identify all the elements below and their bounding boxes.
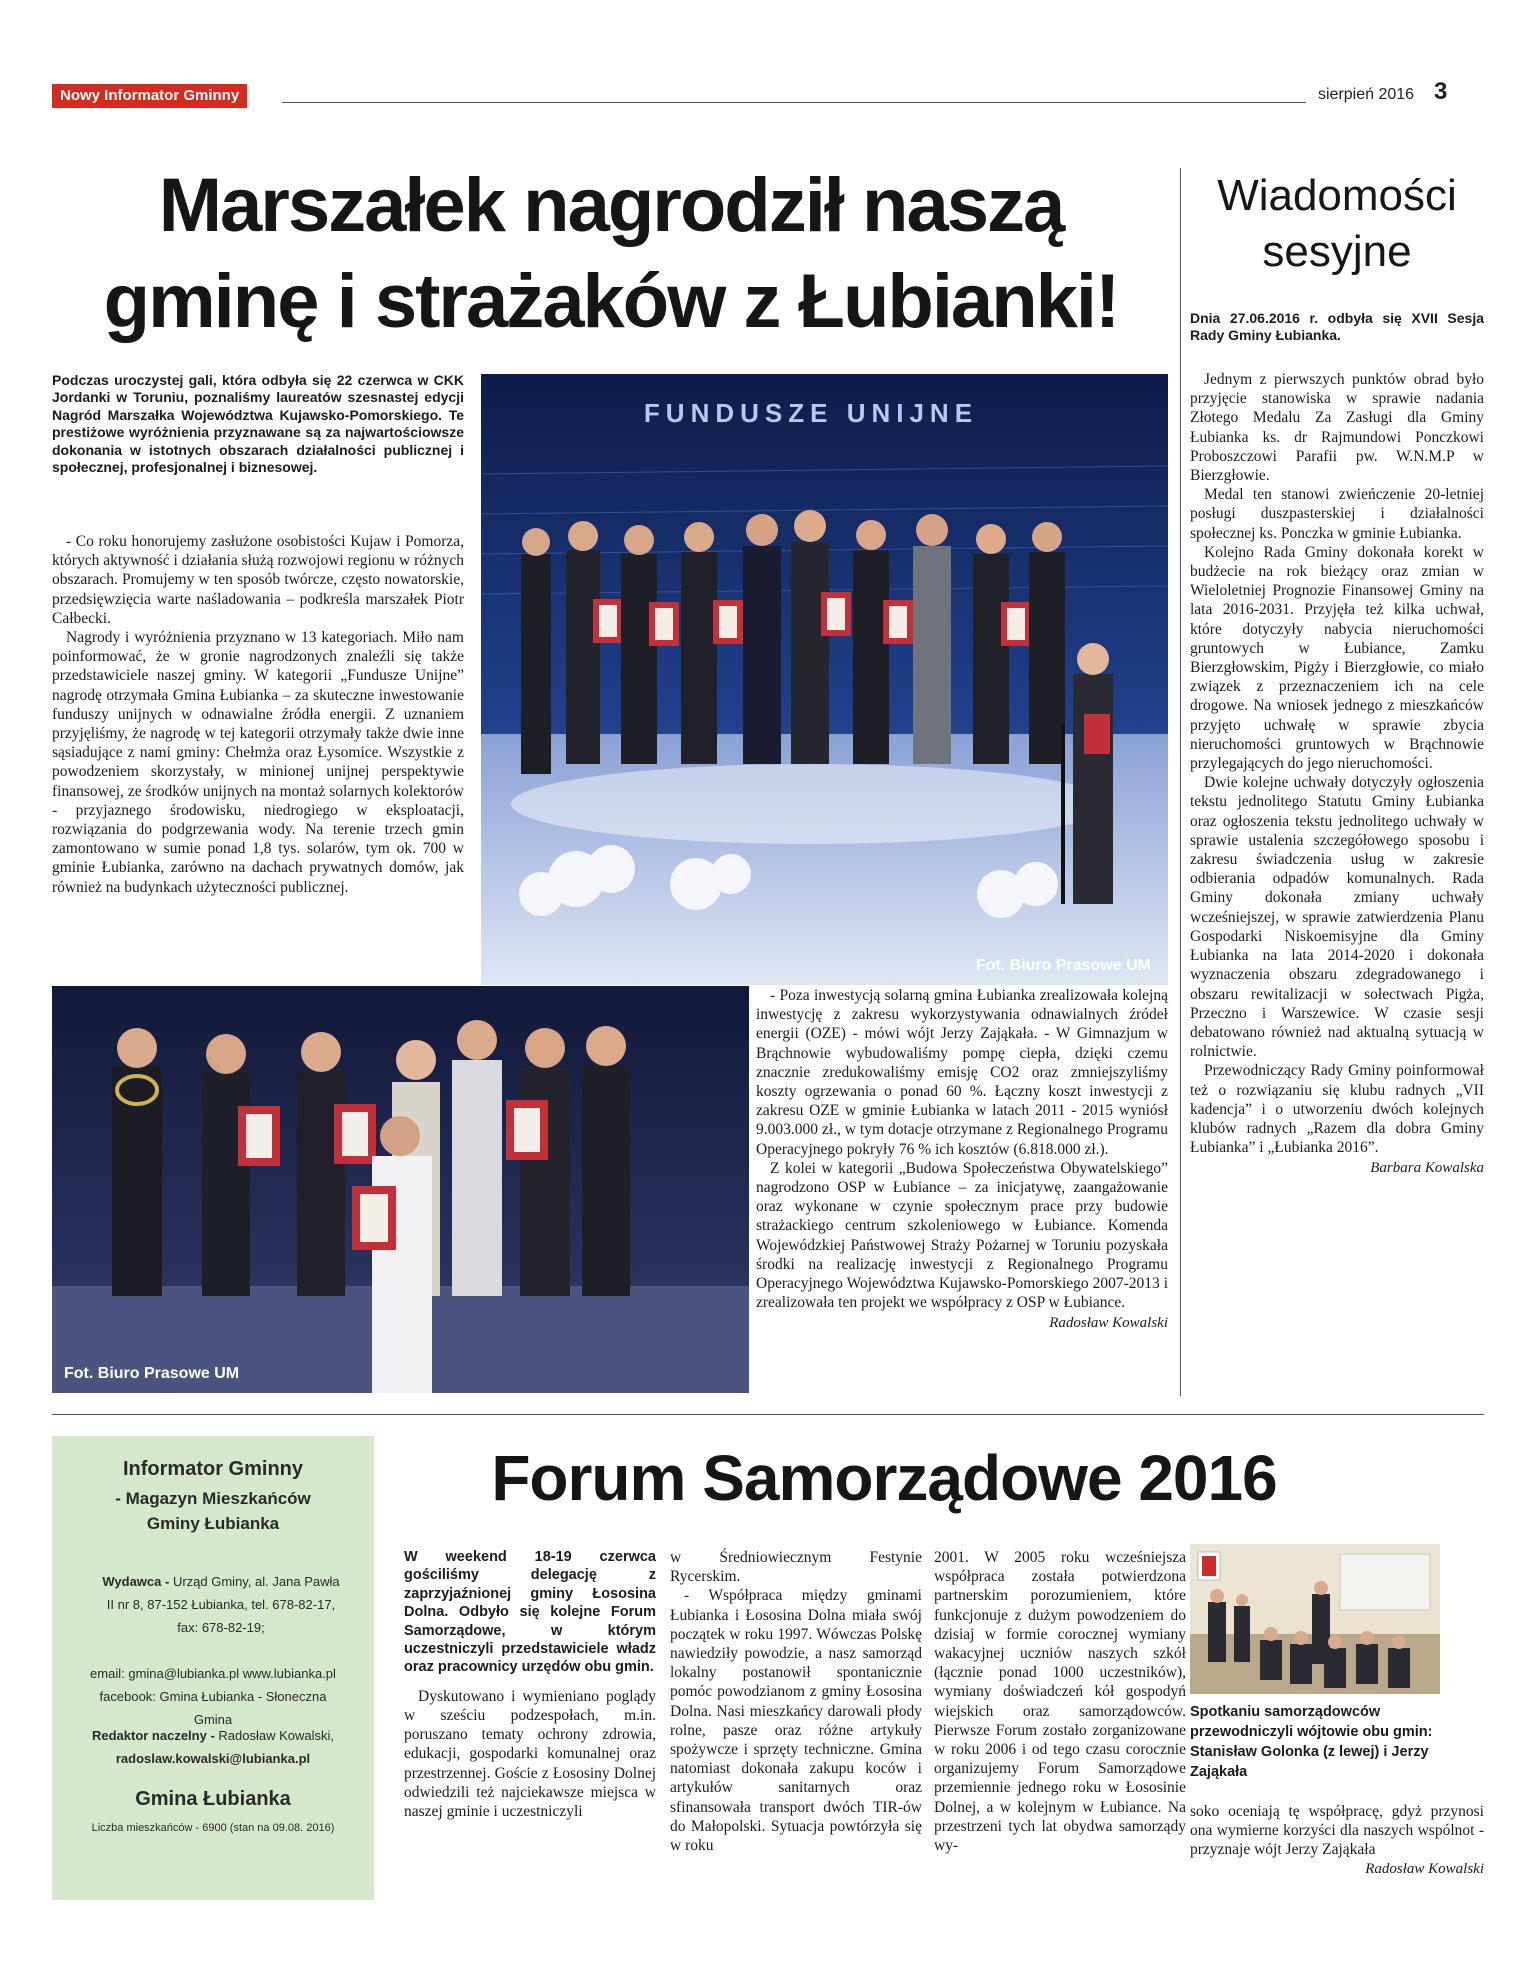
editor-name: Radosław Kowalski, bbox=[218, 1728, 335, 1743]
masthead-title: Informator Gminny bbox=[122, 1458, 303, 1480]
publisher-info bbox=[100, 1570, 342, 1639]
section-rule bbox=[52, 1414, 1484, 1415]
sidebar-heading: Wiadomości sesyjne bbox=[1217, 171, 1457, 276]
paragraph: w Średniowiecznym Festynie Rycerskim. bbox=[670, 1549, 922, 1586]
forum-headline: Forum Samorządowe 2016 bbox=[491, 1442, 1277, 1514]
forum-lead: W weekend 18-19 czerwca gościliśmy delegację z zaprzyjaźnionej gminy Łososina Dolna. Odbyło się kolejne Forum Samorządowe, w którym uczestniczyli przedstawiciele władz oraz pracownicy urzędów obu gmin. bbox=[404, 1549, 656, 1676]
paragraph: Medal ten stanowi zwieńczenie 20-letniej posługi duszpasterskiej i działalności społecznej ks. Ponczka w gminie Łubianka. bbox=[1190, 486, 1484, 542]
ceremony-photo-stage bbox=[481, 374, 1168, 985]
sidebar-lead: Dnia 27.06.2016 r. odbyła się XVII Sesja Rady Gminy Łubianka. bbox=[1190, 310, 1484, 344]
page-number: 3 bbox=[1434, 78, 1448, 105]
photo-credit: Fot. Biuro Prasowe UM bbox=[975, 957, 1151, 974]
section-badge: Nowy Informator Gminny bbox=[52, 84, 247, 108]
forum-column-3 bbox=[934, 1548, 1186, 1855]
paragraph: soko oceniają tę współpracę, gdyż przynosi ona wymierne korzyści dla naszych wspólnot - przyznaje wójt Jerzy Zająkała bbox=[1190, 1803, 1484, 1859]
contact-email[interactable]: email: gmina@lubianka.pl www.lubianka.pl bbox=[90, 1666, 336, 1681]
editor-label: Redaktor naczelny - bbox=[91, 1728, 215, 1743]
paragraph: Przewodniczący Rady Gminy poinformował też o rozwiązaniu się klubu radnych „VII kadencja” i o utworzeniu dwóch kolejnych klubów radnych „Razem dla dobra Gminy Łubianka” i „Łubianka 2016”. bbox=[1190, 1062, 1484, 1157]
forum-photo-caption: Spotkaniu samorządowców przewodniczyli wójtowie obu gmin: Stanisław Golonka (z lewej) i Jerzy Zająkała bbox=[1190, 1704, 1433, 1780]
masthead-box bbox=[52, 1436, 374, 1900]
paragraph: - Co roku honorujemy zasłużone osobistości Kujaw i Pomorza, których aktywność i działania służą rozwojowi regionu w różnych obszarach. Promujemy w ten sposób twórcze, często nowatorskie, przedsięwzięcia warte naśladowania – podkreśla marszałek Piotr Całbecki. bbox=[52, 533, 464, 627]
column-divider bbox=[1180, 168, 1181, 1396]
masthead-subtitle-2: Gminy Łubianka bbox=[146, 1514, 280, 1533]
issue-date: sierpień 2016 bbox=[1318, 86, 1415, 103]
author-signature: Radosław Kowalski bbox=[1049, 1315, 1168, 1332]
paragraph: 2001. W 2005 roku wcześniejsza współpraca została potwierdzona partnerskim porozumieniem, które funkcjonuje z dużym powodzeniem do dzisiaj w formie corocznej wymiany wakacyjnej uczniów naszych szkół (łącznie ponad 1000 uczestników), wymiany doświadczeń kół gospodyń wiejskich oraz samorządowców. Pierwsze Forum zostało zorganizowane w roku 2006 i od tego czasu corocznie organizujemy Forum Samorządowe przemiennie jednego roku w Łososinie Dolnej, a w kolejnym w Łubiance. Na przestrzeni tych lat obydwa samorządy wy- bbox=[934, 1549, 1186, 1855]
author-signature: Barbara Kowalska bbox=[1370, 1160, 1484, 1177]
editor-info bbox=[80, 1724, 346, 1770]
article-lead: Podczas uroczystej gali, która odbyła się 22 czerwca w CKK Jordanki w Toruniu, poznaliśmy laureatów szesnastej edycji Nagród Marszałka Województwa Kujawsko-Pomorskiego. Te prestiżowe wyróżnienia przyznawane są za najwartościowsze dokonania w istotnych obszarach działalności publicznej i społecznej, profesjonalnej i biznesowej. bbox=[52, 372, 464, 476]
paragraph: Jednym z pierwszych punktów obrad było przyjęcie stanowiska w sprawie nadania Złotego Medalu Za Zasługi dla Gminy Łubianka ks. dr Rajmundowi Ponczkowi Proboszczowi Parafii pw. W.N.M.P w Bierzgłowie. bbox=[1190, 371, 1484, 485]
forum-column-1 bbox=[404, 1548, 656, 1821]
editor-email[interactable]: radoslaw.kowalski@lubianka.pl bbox=[115, 1751, 311, 1766]
header-rule bbox=[282, 102, 1306, 103]
forum-column-2 bbox=[670, 1548, 922, 1855]
paragraph: Dwie kolejne uchwały dotyczyły ogłoszenia tekstu jednolitego Statutu Gminy Łubianka oraz ogłoszenia tekstu jednolitego uchwały w sprawie ustalenia szczegółowego sposobu i zakresu świadczenia usług w zakresie odbierania odpadów komunalnych. Rada Gminy dokonała zmiany uchwały wcześniejszej, w sprawie zatwierdzenia Planu Gospodarki Niskoemisyjne dla Gminy Łubianka na lata 2014-2020 i dokonała wyznaczenia obszaru zdegradowanego i obszaru rewitalizacji w sołectwach Pigża, Przeczno i Warszewice. W czasie sesji debatowano również nad aktualną sytuacją w rolnictwie. bbox=[1190, 774, 1484, 1061]
publisher-label: Wydawca - bbox=[102, 1574, 170, 1589]
paragraph: Nagrody i wyróżnienia przyznano w 13 kategoriach. Miło nam poinformować, że w gronie nagrodzonych znaleźli się także przedstawiciele naszej gminy. W kategorii „Fundusze Unijne” nagrodę otrzymała Gmina Łubianka – za skuteczne inwestowanie funduszy unijnych w odnawialne źródła energii. Z uznaniem przyjęliśmy, że nagrodę w tej kategorii otrzymały także dwie inne sąsiadujące z nami gminy: Chełmża oraz Łysomice. Wszystkie z powodzeniem skorzystały, w minionej unijnej perspektywie finansowej, ze środków unijnych na montaż solarnych kolektorów - przyjaznego środowisku, niedrogiego w eksploatacji, rozwiązania do podgrzewania wody. Na terenie trzech gmin zamontowano w sumie ponad 1,8 tys. solarów, tym ok. 700 w gminie Łubianka, zarówno na dachach prywatnych domów, jak również na budynkach użyteczności publicznej. bbox=[52, 629, 464, 896]
paragraph: - Współpraca między gminami Łubianka i Łososina Dolna miała swój początek w roku 1997. Wówczas Polskę nawiedziły powodzie, a nasz samorząd lokalny postanowił spontanicznie pomóc powodzianom z gminy Łososina Dolna. Nasi mieszkańcy darowali płody rolne, pasze oraz różne artykuły spożywcze i sprzęty techniczne. Gmina natomiast dokonała zakupu koców i artykułów sanitarnych oraz sfinansowała transport dwóch TIR-ów do Małopolski. Sytuacja powtórzyła się w roku bbox=[670, 1587, 922, 1855]
masthead-subtitle-1: - Magazyn Mieszkańców bbox=[115, 1489, 311, 1508]
paragraph: - Poza inwestycją solarną gmina Łubianka zrealizowała kolejną inwestycję z zakresu wykorzystywania odnawialnych źródeł energii (OZE) - mówi wójt Jerzy Zająkała. - W Gimnazjum w Brąchnowie wybudowaliśmy pompę ciepła, dzięki czemu znacznie zredukowaliśmy emisję CO2 oraz zmniejszyliśmy koszty ogrzewania o ponad 60 %. Łączny koszt inwestycji z zakresu OZE w gminie Łubianka w latach 2011 - 2015 wyniósł 9.003.000 zł., w tym dotacje otrzymane z Regionalnego Programu Operacyjnego pokryły 76 % ich kosztów (6.818.000 zł.). bbox=[756, 987, 1168, 1158]
paragraph: Kolejno Rada Gminy dokonała korekt w budżecie na rok bieżący oraz zmian w Wieloletniej Prognozie Finansowej Gminy na lata 2016-2031. Przyjęła też kilka uchwał, które dotyczyły nabycia nieruchomości gruntowych w Łubiance, Zamku Bierzgłowskim, Pigży i Bierzgłowie, co miało związek z przeznaczeniem ich na cele drogowe. Na wniosek jednego z mieszkańców przyjęto uchwałę w sprawie zbycia nieruchomości gruntowych w Brąchnowie przylegających do jego nieruchomości. bbox=[1190, 543, 1484, 773]
masthead-subtitle bbox=[52, 1486, 374, 1536]
ceremony-photo-firefighters bbox=[52, 986, 749, 1393]
author-signature: Radosław Kowalski bbox=[1365, 1860, 1484, 1877]
article-column-1 bbox=[52, 532, 464, 897]
population-note: Liczba mieszkańców - 6900 (stan na 09.08. 2016) bbox=[91, 1822, 335, 1834]
article-headline: Marszałek nagrodził naszą gminę i strażaków z Łubianki! bbox=[103, 163, 1119, 344]
masthead-gmina: Gmina Łubianka bbox=[135, 1788, 291, 1810]
paragraph: Z kolei w kategorii „Budowa Społeczeństwa Obywatelskiego” nagrodzono OSP w Łubiance – za inicjatywę, zaangażowanie oraz wykonane w czynie społecznym prace przy budowie strażackiego centrum szkoleniowego w Łubiance. Komenda Wojewódzkiej Państwowej Straży Pożarnej w Toruniu pozyskała środki na realizację inwestycji z Regionalnego Programu Operacyjnego Województwa Kujawsko-Pomorskiego 2007-2013 i zrealizowała ten projekt we współpracy z OSP w Łubiance. bbox=[756, 1159, 1168, 1312]
publisher-text: Urząd Gminy, al. Jana Pawła II nr 8, 87-152 Łubianka, tel. 678-82-17, fax: 678-82-19; bbox=[106, 1574, 340, 1635]
sidebar-body bbox=[1190, 370, 1484, 1179]
banner-text: FUNDUSZE UNIJNE bbox=[643, 398, 979, 428]
article-column-2 bbox=[756, 986, 1168, 1334]
forum-tail bbox=[1190, 1802, 1484, 1879]
contact-info bbox=[80, 1662, 346, 1731]
paragraph: Dyskutowano i wymieniano poglądy w sześciu podzespołach, m.in. poruszano tematy ochrony zdrowia, edukacji, gospodarki komunalnej oraz przestrzennej. Goście z Łososiny Dolnej odwiedzili też najciekawsze miejsca w naszej gminie i uczestniczyli bbox=[404, 1687, 656, 1821]
forum-photo bbox=[1190, 1544, 1440, 1694]
photo-credit: Fot. Biuro Prasowe UM bbox=[64, 1365, 240, 1382]
contact-facebook[interactable]: facebook: Gmina Łubianka - Słoneczna Gmina bbox=[99, 1689, 327, 1727]
